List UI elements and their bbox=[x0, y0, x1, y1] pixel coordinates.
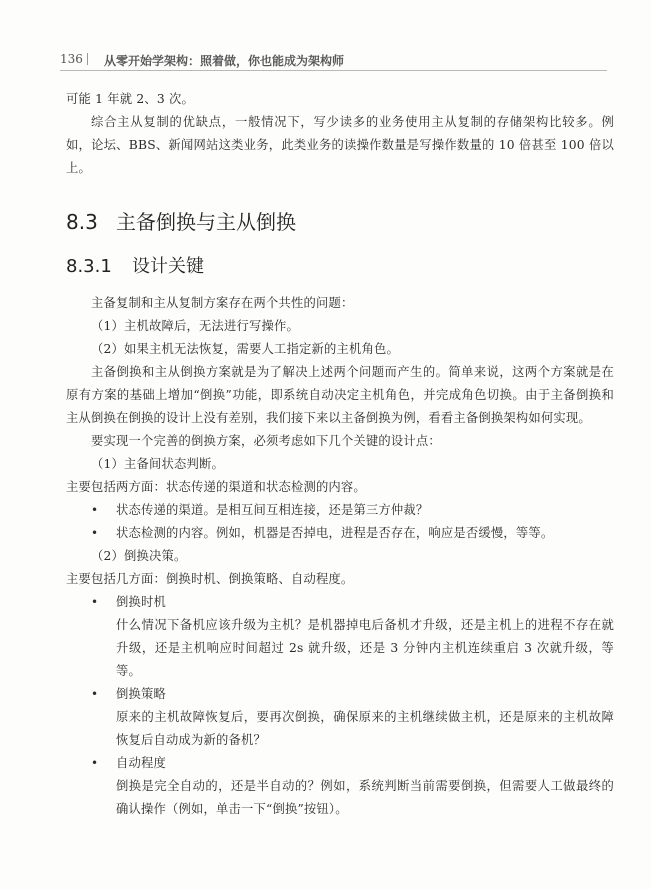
bullet-detail: 倒换是完全自动的，还是半自动的？例如，系统判断当前需要倒换，但需要人工做最终的确认操作（例如，单击一下“倒换”按钮）。 bbox=[116, 779, 614, 816]
bullet-heading: 倒换时机 bbox=[116, 595, 166, 609]
page-number: 136 bbox=[60, 52, 83, 66]
paragraph: 综合主从复制的优缺点，一般情况下，写少读多的业务使用主从复制的存储架构比较多。例如，论坛、BBS、新闻网站这类业务，此类业务的读操作数量是写操作数量的 10 倍甚至 100 倍以上。 bbox=[66, 115, 614, 175]
subsection-number: 8.3.1 bbox=[66, 256, 112, 277]
bullet-item bbox=[66, 683, 614, 706]
bullet-text: 状态检测的内容。例如，机器是否掉电，进程是否存在，响应是否缓慢，等等。 bbox=[116, 526, 554, 540]
list-item: （1）主机故障后，无法进行写操作。 bbox=[91, 319, 299, 333]
bullet-detail: 原来的主机故障恢复后，要再次倒换，确保原来的主机继续做主机，还是原来的主机故障恢复后自动成为新的备机？ bbox=[116, 710, 614, 747]
bullet-icon: • bbox=[91, 526, 99, 540]
bullet-icon: • bbox=[91, 595, 99, 609]
bullet-item bbox=[66, 499, 614, 522]
page-content bbox=[66, 88, 614, 821]
bullet-icon: • bbox=[91, 687, 99, 701]
list-item: （1）主备间状态判断。 bbox=[91, 457, 224, 471]
bullet-icon: • bbox=[91, 756, 99, 770]
bullet-detail: 什么情况下备机应该升级为主机？是机器掉电后备机才升级，还是主机上的进程不存在就升级，还是主机响应时间超过 2s 就升级，还是 3 分钟内主机连续重启 3 次就升级，等等。 bbox=[116, 618, 614, 678]
list-item: （2）如果主机无法恢复，需要人工指定新的主机角色。 bbox=[91, 342, 399, 356]
section-title: 主备倒换与主从倒换 bbox=[116, 210, 296, 234]
section-number: 8.3 bbox=[66, 210, 98, 234]
list-item: （2）倒换决策。 bbox=[91, 549, 187, 563]
paragraph: 主要包括两方面：状态传递的渠道和状态检测的内容。 bbox=[66, 480, 366, 494]
paragraph: 要实现一个完善的倒换方案，必须考虑如下几个关键的设计点： bbox=[91, 434, 441, 448]
section-heading bbox=[66, 206, 614, 235]
bullet-icon: • bbox=[91, 503, 99, 517]
bullet-item bbox=[66, 752, 614, 775]
bullet-text: 状态传递的渠道。是相互间互相连接，还是第三方仲裁？ bbox=[116, 503, 429, 517]
paragraph: 主要包括几方面：倒换时机、倒换策略、自动程度。 bbox=[66, 572, 354, 586]
continued-line: 可能 1 年就 2、3 次。 bbox=[66, 92, 194, 106]
subsection-heading bbox=[66, 252, 614, 278]
bullet-item bbox=[66, 522, 614, 545]
bullet-heading: 自动程度 bbox=[116, 756, 166, 770]
book-title: 从零开始学架构：照着做，你也能成为架构师 bbox=[104, 54, 345, 68]
paragraph: 主备复制和主从复制方案存在两个共性的问题： bbox=[91, 296, 354, 310]
bullet-item bbox=[66, 591, 614, 614]
paragraph: 主备倒换和主从倒换方案就是为了解决上述两个问题而产生的。简单来说，这两个方案就是在原有方案的基础上增加“倒换”功能，即系统自动决定主机角色，并完成角色切换。由于主备倒换和主从倒换在倒换的设计上没有差别，我们接下来以主备倒换为例，看看主备倒换架构如何实现。 bbox=[66, 365, 614, 425]
subsection-title: 设计关键 bbox=[132, 256, 204, 277]
header-divider bbox=[87, 53, 88, 65]
page-header bbox=[60, 52, 607, 71]
bullet-heading: 倒换策略 bbox=[116, 687, 166, 701]
